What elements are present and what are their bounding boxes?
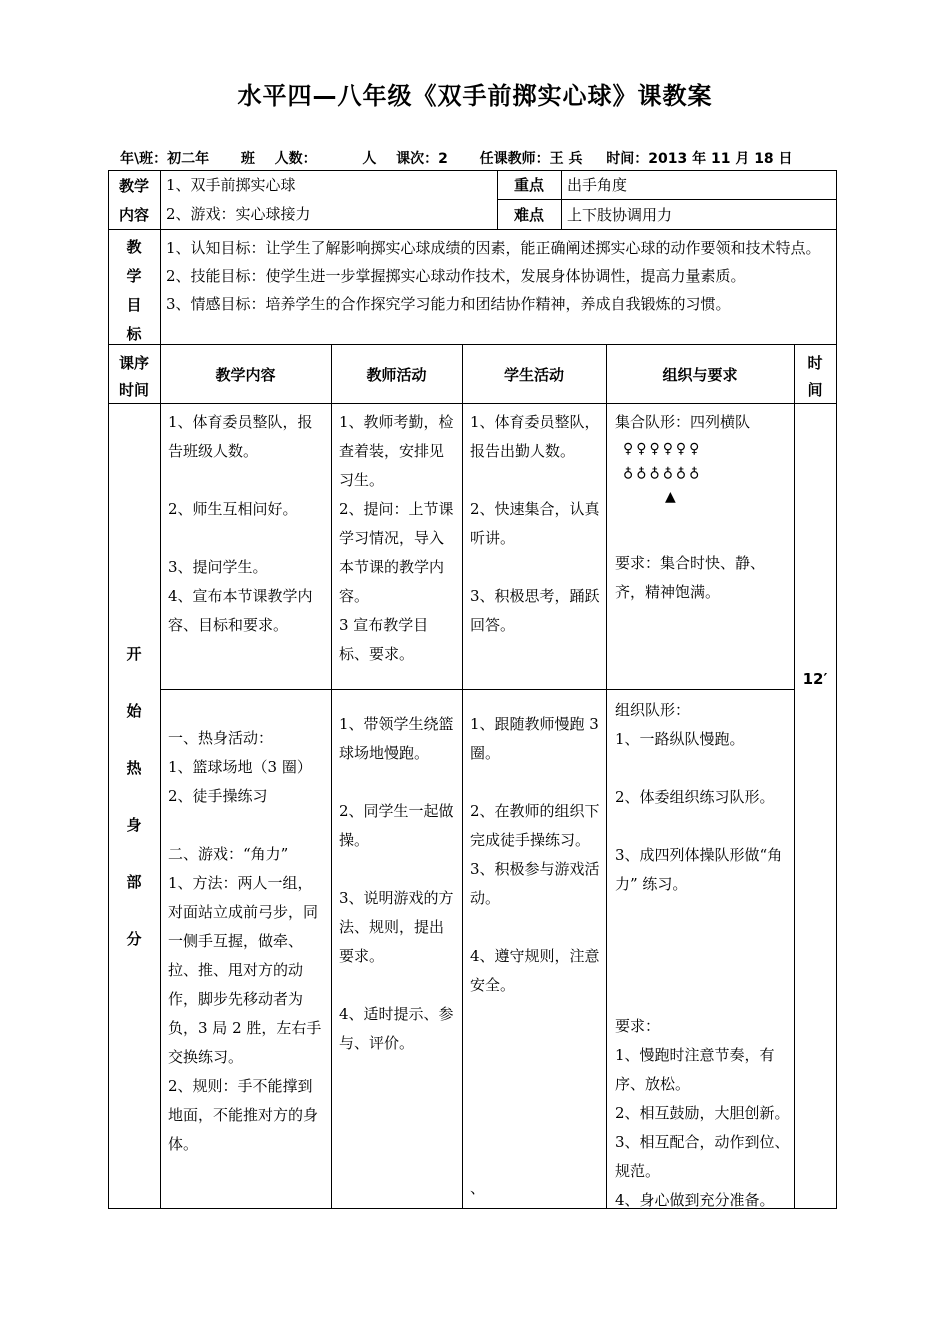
objective-affective: 3、情感目标：培养学生的合作探究学习能力和团结协作精神，养成自我锻炼的习惯。 xyxy=(166,295,731,313)
objectives-label: 教 学 目 标 xyxy=(126,238,142,343)
lesson-plan-table xyxy=(108,170,837,1209)
page-title: 水平四—八年级《双手前掷实心球》课教案 xyxy=(237,82,713,110)
person-label: 人 xyxy=(362,151,377,167)
section-label: 开 始 热 身 部 分 xyxy=(126,645,142,948)
teacher-marker-icon: ▲ xyxy=(665,489,679,505)
part2-student: 1、跟随教师慢跑 3 圈。 2、在教师的组织下完成徒手操练习。 3、积极参与游戏活动。 4、遵守规则，注意安全。 xyxy=(470,715,600,994)
part2-requirements: 要求： 1、慢跑时注意节奏，有序、放松。 2、相互鼓励，大胆创新。 3、相互配合，动作到位、规范。 4、身心做到充分准备。 xyxy=(615,1017,790,1209)
teaching-content-item: 2、游戏：实心球接力 xyxy=(166,205,311,223)
student-count-label: 人数： xyxy=(274,151,317,167)
part2-organization: 组织队形： 1、一路纵队慢跑。 2、体委组织练习队形。 3、成四列体操队形做“角力” 练习。 xyxy=(615,701,783,893)
class-label: 班 xyxy=(240,151,255,167)
difficulty-label: 难点 xyxy=(513,206,544,224)
objectives-list xyxy=(166,234,834,318)
formation-requirement: 要求：集合时快、静、齐，精神饱满。 xyxy=(615,554,766,601)
teaching-content-item: 1、双手前掷实心球 xyxy=(166,176,296,194)
key-point-value: 出手角度 xyxy=(567,176,628,194)
part2-content: 一、热身活动： 1、篮球场地（3 圈） 2、徒手操练习 二、游戏：“角力” 1、方法：两人一组，对面站立成前弓步，同一侧手互握，做牵、拉、推、甩对方的动作，脚步先移动者为负，3 局 2 胜，左右手交换练习。 2、规则：手不能撑到地面，不能推对方的身体。 xyxy=(168,729,322,1153)
part1-content: 1、体育委员整队，报告班级人数。 2、师生互相问好。 3、提问学生。 4、宣布本节课教学内容、目标和要求。 xyxy=(168,413,313,634)
part1-teacher: 1、教师考勤，检查着装，安排见习生。 2、提问：上节课学习情况，导入本节课的教学内容。 3 宣布教学目标、要求。 xyxy=(339,413,454,663)
header-student: 学生活动 xyxy=(503,366,564,384)
lesson-date: 时间：2013 年 11 月 18 日 xyxy=(606,151,793,167)
header-teacher: 教师活动 xyxy=(366,366,427,384)
formation-row-female: ♀♀♀♀♀♀ xyxy=(623,441,703,457)
student-mark: 、 xyxy=(470,1179,486,1197)
part2-teacher: 1、带领学生绕篮球场地慢跑。 2、同学生一起做操。 3、说明游戏的方法、规则，提出要求。 4、适时提示、参与、评价。 xyxy=(339,715,454,1052)
teaching-content-label: 教学 内容 xyxy=(118,177,149,224)
formation-title: 集合队形：四列横队 xyxy=(615,413,751,431)
formation-row-male: ♁♁♁♁♁♁ xyxy=(623,465,703,481)
lesson-info-line xyxy=(120,148,793,168)
header-organization: 组织与要求 xyxy=(662,366,738,384)
part1-student: 1、体育委员整队，报告出勤人数。 2、快速集合，认真听讲。 3、积极思考，踊跃回答。 xyxy=(470,413,600,634)
lesson-number: 课次：2 xyxy=(396,151,448,167)
grade-class: 年\班：初二年 xyxy=(120,151,210,167)
objective-skill: 2、技能目标：使学生进一步掌握掷实心球动作技术，发展身体协调性，提高力量素质。 xyxy=(166,267,746,285)
header-content: 教学内容 xyxy=(215,366,276,384)
key-point-label: 重点 xyxy=(513,176,544,194)
objective-cognitive: 1、认知目标：让学生了解影响掷实心球成绩的因素，能正确阐述掷实心球的动作要领和技术特点。 xyxy=(166,239,821,257)
header-time: 时 间 xyxy=(807,354,823,399)
section-time: 12′ xyxy=(802,670,828,688)
teacher-name: 任课教师：王 兵 xyxy=(479,151,583,167)
teaching-content-list xyxy=(166,171,491,229)
header-sequence: 课序 时间 xyxy=(118,354,149,399)
part1-organization xyxy=(615,408,791,607)
difficulty-value: 上下肢协调用力 xyxy=(567,206,673,224)
